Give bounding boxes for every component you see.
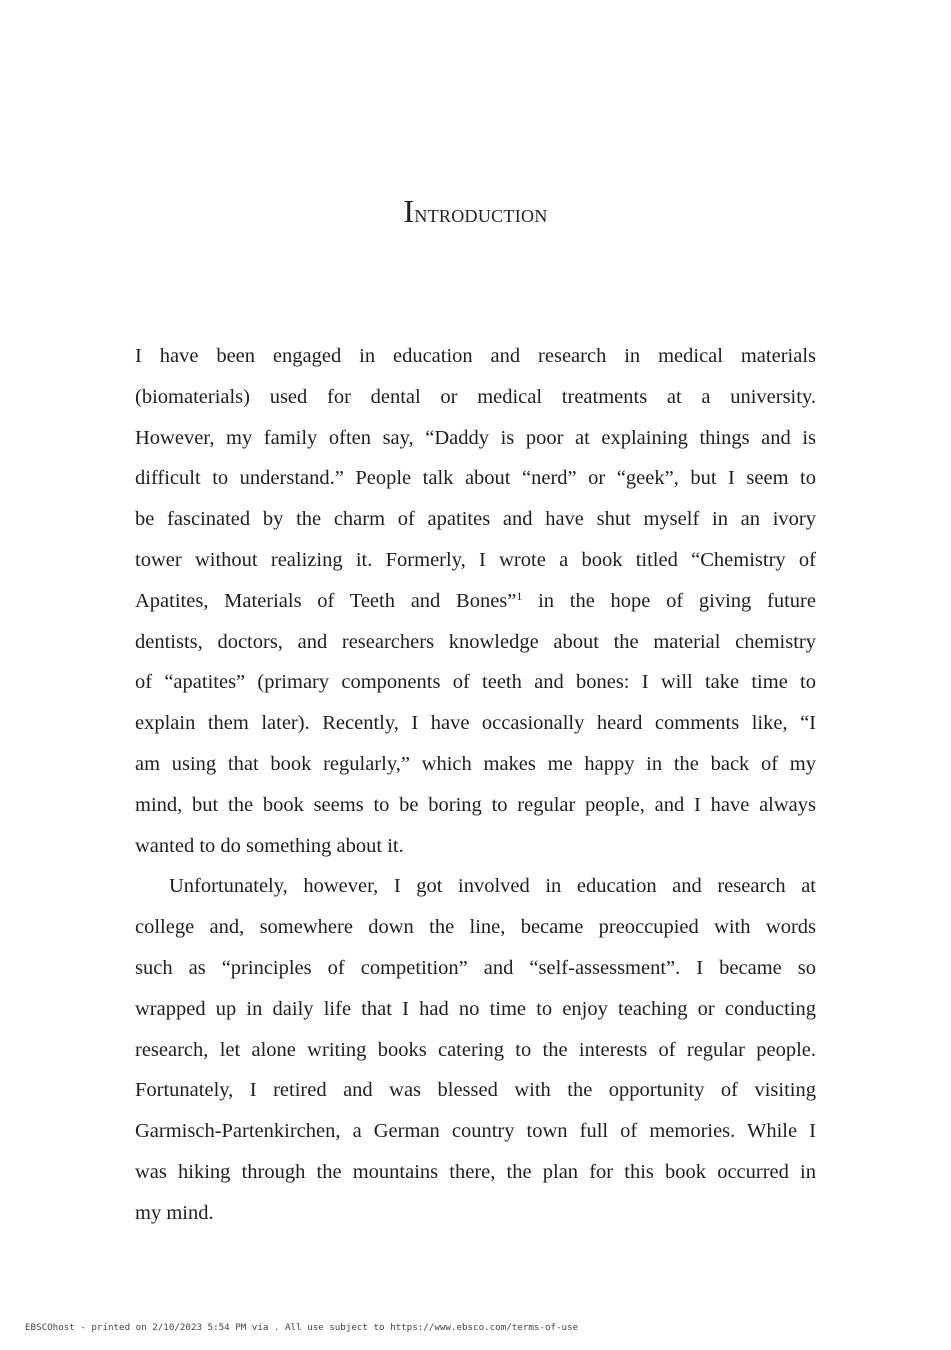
text-line-head: Apatites, Materials of Teeth and Bones” <box>135 589 517 612</box>
paragraph-2 <box>135 866 816 1233</box>
print-footer: EBSCOhost - printed on 2/10/2023 5:54 PM via . All use subject to https://www.ebsco.com/terms-of-use <box>25 1322 579 1333</box>
text-line-with-footnote <box>135 581 816 622</box>
text-line: wrapped up in daily life that I had no time to enjoy teaching or conducting <box>135 997 816 1020</box>
text-line: explain them later). Recently, I have occasionally heard comments like, “I <box>135 712 816 735</box>
text-line: wanted to do something about it. <box>135 834 404 857</box>
text-line: was hiking through the mountains there, the plan for this book occurred in <box>135 1160 816 1183</box>
text-line: (biomaterials) used for dental or medical treatments at a university. <box>135 385 816 408</box>
page-title-initial: I <box>403 193 415 229</box>
text-line: my mind. <box>135 1201 214 1224</box>
text-line: Fortunately, I retired and was blessed with the opportunity of visiting <box>135 1079 816 1102</box>
text-line: dentists, doctors, and researchers knowledge about the material chemistry <box>135 630 816 653</box>
text-line: such as “principles of competition” and “self-assessment”. I became so <box>135 956 816 979</box>
text-line: I have been engaged in education and research in medical materials <box>135 345 816 367</box>
text-line-tail: in the hope of giving future <box>522 589 816 612</box>
text-line: Unfortunately, however, I got involved in education and research at <box>169 875 816 898</box>
body-text <box>135 336 816 1234</box>
page-title-rest: ntroduction <box>414 199 548 228</box>
text-line: However, my family often say, “Daddy is poor at explaining things and is <box>135 426 816 449</box>
text-line: of “apatites” (primary components of teeth and bones: I will take time to <box>135 671 816 694</box>
text-line: research, let alone writing books catering to the interests of regular people. <box>135 1038 816 1061</box>
page-title <box>0 193 951 230</box>
text-line: mind, but the book seems to be boring to regular people, and I have always <box>135 793 816 816</box>
text-line: college and, somewhere down the line, became preoccupied with words <box>135 916 816 939</box>
text-line: am using that book regularly,” which makes me happy in the back of my <box>135 752 816 775</box>
text-line: be fascinated by the charm of apatites and have shut myself in an ivory <box>135 508 816 531</box>
paragraph-1 <box>135 336 816 866</box>
footnote-reference[interactable]: 1 <box>516 588 523 603</box>
text-line: difficult to understand.” People talk about “nerd” or “geek”, but I seem to <box>135 467 816 490</box>
text-line: tower without realizing it. Formerly, I wrote a book titled “Chemistry of <box>135 548 816 571</box>
text-line: Garmisch-Partenkirchen, a German country town full of memories. While I <box>135 1120 816 1143</box>
